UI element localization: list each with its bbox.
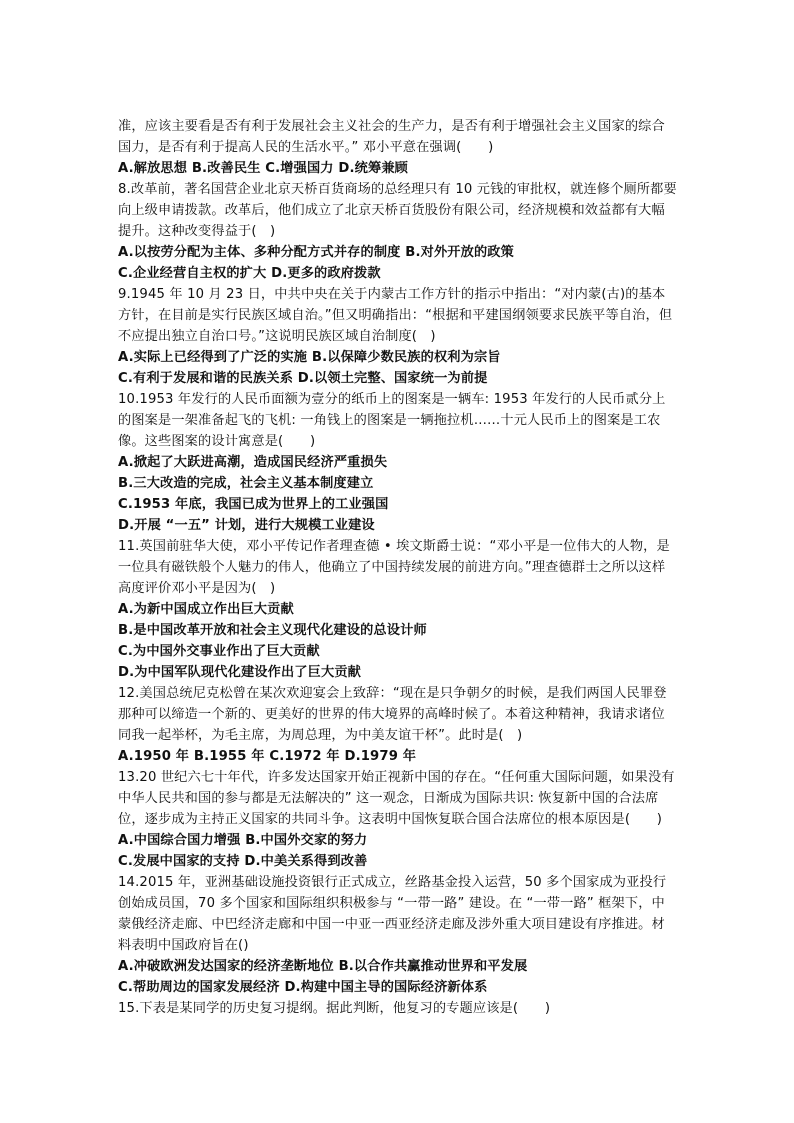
- paragraph-q13-options-ab: A.中国综合国力增强 B.中国外交家的努力: [118, 833, 368, 848]
- paragraph-q11-option-a: A.为新中国成立作出巨大贡献: [118, 602, 294, 617]
- paragraph-q9-stem: 9.1945 年 10 月 23 日，中共中央在关于内蒙古工作方针的指示中指出：“对内蒙(古)的基本方针，在目前是实行民族区域自治。”但又明确指出：“根据和平建国纲领要求民族平等自治，但不应提出独立自治口号。”这说明民族区域自治制度( ): [118, 287, 673, 344]
- paragraph-q9-options-ab: A.实际上已经得到了广泛的实施 B.以保障少数民族的权利为宗旨: [118, 350, 501, 365]
- paragraph-q13-stem: 13.20 世纪六七十年代，许多发达国家开始正视新中国的存在。“任何重大国际问题，如果没有中华人民共和国的参与都是无法解决的” 这一观念，日渐成为国际共识: 恢复新中国的合法席位，逐步成为主持正义国家的共同斗争。这表明中国恢复联合国合法席位的根本原因是( ): [118, 770, 675, 827]
- paragraph-q15-stem: 15.下表是某同学的历史复习提纲。据此判断，他复习的专题应该是( ): [118, 1001, 551, 1016]
- paragraph-q11-option-b: B.是中国改革开放和社会主义现代化建设的总设计师: [118, 623, 427, 638]
- paragraph-q12-options: A.1950 年 B.1955 年 C.1972 年 D.1979 年: [118, 749, 417, 764]
- paragraph-q7-stem-end: 准，应该主要看是否有利于发展社会主义社会的生产力，是否有利于增强社会主义国家的综合国力，是否有利于提高人民的生活水平。” 邓小平意在强调( ): [118, 119, 665, 155]
- paragraph-q14-options-cd: C.帮助周边的国家发展经济 D.构建中国主导的国际经济新体系: [118, 980, 488, 995]
- paragraph-q14-stem: 14.2015 年，亚洲基础设施投资银行正式成立，丝路基金投入运营，50 多个国家成为亚投行创始成员国，70 多个国家和国际组织积极参与 “一带一路” 建设。在 “一带一路” 框架下，中蒙俄经济走廊、中巴经济走廊和中国一中亚一西亚经济走廊及涉外重大项目建设有序推进。材料表明中国政府旨在(): [118, 875, 667, 953]
- paragraph-q11-stem: 11.英国前驻华大使，邓小平传记作者理查德 • 埃文斯爵士说：“邓小平是一位伟大的人物，是一位具有磁铁般个人魅力的伟人，他确立了中国持续发展的前进方向。”理查德群士之所以这样高度评价邓小平是因为( ): [118, 539, 670, 596]
- paragraph-q10-option-c: C.1953 年底，我国已成为世界上的工业强国: [118, 497, 389, 512]
- paragraph-q9-options-cd: C.有利于发展和谐的民族关系 D.以领土完整、国家统一为前提: [118, 371, 488, 386]
- paragraph-q8-options-cd: C.企业经营自主权的扩大 D.更多的政府拨款: [118, 266, 381, 281]
- paragraph-q12-stem: 12.美国总统尼克松曾在某次欢迎宴会上致辞：“现在是只争朝夕的时候，是我们两国人民罪登那种可以缔造一个新的、更美好的世界的伟大境界的高峰时候了。本着这种精神，我请求诸位同我一起举杯，为毛主席，为周总理，为中美友谊干杯”。此时是( ): [118, 686, 667, 743]
- paragraph-q13-options-cd: C.发展中国家的支持 D.中美关系得到改善: [118, 854, 368, 869]
- paragraph-q14-options-ab: A.冲破欧洲发达国家的经济垄断地位 B.以合作共赢推动世界和平发展: [118, 959, 528, 974]
- paragraph-q7-options: A.解放思想 B.改善民生 C.增强国力 D.统筹兼顾: [118, 161, 408, 176]
- paragraph-q10-option-a: A.掀起了大跃进高潮，造成国民经济严重损失: [118, 455, 388, 470]
- paragraph-q8-options-ab: A.以按劳分配为主体、多种分配方式并存的制度 B.对外开放的政策: [118, 245, 514, 260]
- paragraph-q10-stem: 10.1953 年发行的人民币面额为壹分的纸币上的图案是一辆车: 1953 年发行的人民币贰分上的图案是一架准备起飞的飞机: 一角钱上的图案是一辆拖拉机……十元人民币上的图案是工农像。这些图案的设计寓意是( ): [118, 392, 666, 449]
- paragraph-q8-stem: 8.改革前，著名国营企业北京天桥百货商场的总经理只有 10 元钱的审批权，就连修个厕所都要向上级申请拨款。改革后，他们成立了北京天桥百货股份有限公司，经济规模和效益都有大幅提升。这种改变得益于( ): [118, 182, 677, 239]
- paragraph-q10-option-d: D.开展 “一五” 计划，进行大规模工业建设: [118, 518, 375, 533]
- paragraph-q10-option-b: B.三大改造的完成，社会主义基本制度建立: [118, 476, 374, 491]
- question-text-block: [118, 116, 678, 1019]
- paragraph-q11-option-c: C.为中国外交事业作出了巨大贡献: [118, 644, 320, 659]
- paragraph-q11-option-d: D.为中国军队现代化建设作出了巨大贡献: [118, 665, 361, 680]
